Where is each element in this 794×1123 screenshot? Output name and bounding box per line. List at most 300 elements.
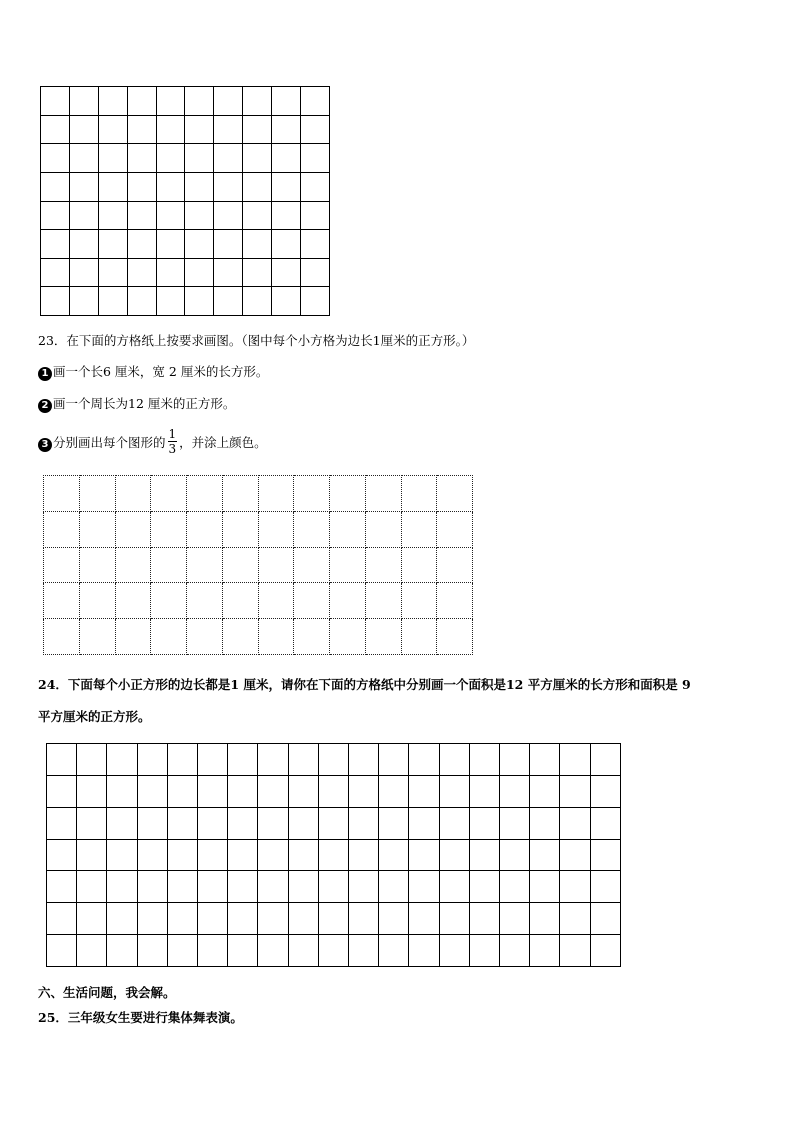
grid-cell bbox=[228, 871, 258, 903]
grid-cell bbox=[500, 871, 530, 903]
grid-cell bbox=[590, 839, 620, 871]
grid-cell bbox=[222, 476, 258, 512]
grid-cell bbox=[214, 201, 243, 230]
grid-cell bbox=[107, 871, 137, 903]
grid-cell bbox=[151, 511, 187, 547]
grid-cell bbox=[590, 935, 620, 967]
circled-number-2-icon: 2 bbox=[38, 399, 52, 413]
grid-cell bbox=[258, 583, 294, 619]
grid-cell bbox=[365, 511, 401, 547]
grid-cell bbox=[437, 583, 473, 619]
grid-cell bbox=[401, 476, 437, 512]
fraction-denominator: 3 bbox=[168, 442, 177, 456]
grid-cell bbox=[198, 935, 228, 967]
grid-cell bbox=[185, 258, 214, 287]
grid-cell bbox=[301, 258, 330, 287]
grid-row bbox=[41, 172, 330, 201]
grid-cell bbox=[365, 547, 401, 583]
grid-cell bbox=[439, 871, 469, 903]
grid-row bbox=[44, 583, 473, 619]
grid-cell bbox=[379, 775, 409, 807]
q24-line-1 bbox=[38, 677, 691, 693]
grid-cell bbox=[41, 115, 70, 144]
grid-cell bbox=[401, 511, 437, 547]
grid-cell bbox=[47, 871, 77, 903]
grid-cell bbox=[127, 115, 156, 144]
grid-cell bbox=[500, 903, 530, 935]
grid-cell bbox=[530, 871, 560, 903]
grid-cell bbox=[185, 172, 214, 201]
grid-cell bbox=[187, 547, 223, 583]
grid-cell bbox=[243, 230, 272, 259]
grid-cell bbox=[167, 775, 197, 807]
grid-cell bbox=[41, 144, 70, 173]
grid-cell bbox=[439, 744, 469, 776]
grid-cell bbox=[301, 115, 330, 144]
grid-cell bbox=[222, 547, 258, 583]
grid-cell bbox=[560, 935, 590, 967]
grid-cell bbox=[318, 871, 348, 903]
grid-cell bbox=[500, 807, 530, 839]
grid-cell bbox=[187, 619, 223, 655]
grid-cell bbox=[107, 744, 137, 776]
grid-cell bbox=[79, 476, 115, 512]
grid-cell bbox=[107, 807, 137, 839]
grid-cell bbox=[214, 258, 243, 287]
grid-cell bbox=[98, 258, 127, 287]
grid-cell bbox=[77, 935, 107, 967]
q23-item-2-text: 画一个周长为12 厘米的正方形。 bbox=[53, 396, 236, 411]
grid-cell bbox=[379, 839, 409, 871]
fraction-numerator: 1 bbox=[168, 427, 177, 441]
grid-cell bbox=[301, 201, 330, 230]
grid-cell bbox=[365, 476, 401, 512]
grid-cell bbox=[272, 87, 301, 116]
grid-cell bbox=[530, 807, 560, 839]
grid-cell bbox=[258, 619, 294, 655]
grid-cell bbox=[560, 807, 590, 839]
grid-cell bbox=[156, 230, 185, 259]
grid-cell bbox=[228, 807, 258, 839]
grid-cell bbox=[409, 935, 439, 967]
grid-row bbox=[47, 775, 621, 807]
grid-cell bbox=[318, 744, 348, 776]
grid-cell bbox=[47, 935, 77, 967]
grid-cell bbox=[590, 744, 620, 776]
grid-cell bbox=[77, 839, 107, 871]
grid-cell bbox=[301, 230, 330, 259]
grid-cell bbox=[198, 775, 228, 807]
grid-cell bbox=[365, 619, 401, 655]
grid-cell bbox=[77, 903, 107, 935]
grid-cell bbox=[530, 839, 560, 871]
grid-cell bbox=[127, 201, 156, 230]
grid-cell bbox=[137, 903, 167, 935]
grid-cell bbox=[115, 619, 151, 655]
q23-title-text: 23．在下面的方格纸上按要求画图。（图中每个小方格为边长1厘米的正方形。） bbox=[38, 333, 475, 348]
grid-cell bbox=[258, 547, 294, 583]
grid-row bbox=[41, 115, 330, 144]
grid-cell bbox=[167, 744, 197, 776]
grid-cell bbox=[41, 230, 70, 259]
grid-cell bbox=[401, 583, 437, 619]
grid-cell bbox=[167, 807, 197, 839]
grid-row bbox=[44, 619, 473, 655]
grid-cell bbox=[167, 935, 197, 967]
q23-item-2 bbox=[38, 396, 235, 413]
grid-cell bbox=[590, 775, 620, 807]
grid-row bbox=[41, 144, 330, 173]
grid-cell bbox=[214, 172, 243, 201]
grid-cell bbox=[228, 775, 258, 807]
grid-row bbox=[47, 839, 621, 871]
grid-cell bbox=[214, 230, 243, 259]
grid-cell bbox=[167, 871, 197, 903]
grid-cell bbox=[185, 230, 214, 259]
grid-cell bbox=[243, 172, 272, 201]
grid-cell bbox=[44, 619, 80, 655]
grid-row bbox=[41, 87, 330, 116]
grid-cell bbox=[258, 839, 288, 871]
grid-cell bbox=[409, 807, 439, 839]
grid-cell bbox=[107, 839, 137, 871]
grid-cell bbox=[330, 547, 366, 583]
grid-cell bbox=[156, 144, 185, 173]
grid-cell bbox=[272, 144, 301, 173]
grid-cell bbox=[318, 839, 348, 871]
grid-cell bbox=[222, 583, 258, 619]
grid-cell bbox=[156, 87, 185, 116]
grid-cell bbox=[107, 903, 137, 935]
grid-cell bbox=[530, 775, 560, 807]
grid-cell bbox=[69, 87, 98, 116]
grid-cell bbox=[98, 230, 127, 259]
grid-cell bbox=[156, 258, 185, 287]
grid-cell bbox=[349, 775, 379, 807]
grid-row bbox=[44, 511, 473, 547]
grid-cell bbox=[409, 775, 439, 807]
grid-cell bbox=[349, 744, 379, 776]
grid-cell bbox=[439, 839, 469, 871]
q24-line-2 bbox=[38, 709, 151, 725]
grid-cell bbox=[590, 903, 620, 935]
q23-item-1-text: 画一个长6 厘米，宽 2 厘米的长方形。 bbox=[53, 364, 269, 379]
grid-cell bbox=[258, 807, 288, 839]
grid-cell bbox=[77, 744, 107, 776]
grid-cell bbox=[41, 172, 70, 201]
grid-paper-dotted bbox=[43, 475, 473, 655]
grid-cell bbox=[530, 744, 560, 776]
grid-cell bbox=[228, 839, 258, 871]
grid-cell bbox=[107, 935, 137, 967]
grid-cell bbox=[258, 903, 288, 935]
grid-cell bbox=[69, 144, 98, 173]
grid-cell bbox=[330, 476, 366, 512]
grid-cell bbox=[243, 258, 272, 287]
grid-cell bbox=[243, 201, 272, 230]
grid-cell bbox=[79, 619, 115, 655]
grid-cell bbox=[318, 903, 348, 935]
grid-cell bbox=[115, 511, 151, 547]
grid-cell bbox=[98, 287, 127, 316]
grid-row bbox=[47, 903, 621, 935]
grid-cell bbox=[47, 903, 77, 935]
grid-cell bbox=[243, 87, 272, 116]
grid-row bbox=[47, 744, 621, 776]
grid-cell bbox=[69, 172, 98, 201]
section6-title bbox=[38, 985, 176, 1001]
circled-number-3-icon: 3 bbox=[38, 438, 52, 452]
grid-cell bbox=[198, 839, 228, 871]
grid-cell bbox=[272, 230, 301, 259]
grid-cell bbox=[318, 935, 348, 967]
grid-cell bbox=[98, 144, 127, 173]
grid-cell bbox=[137, 871, 167, 903]
grid-cell bbox=[167, 839, 197, 871]
grid-cell bbox=[198, 903, 228, 935]
grid-cell bbox=[127, 287, 156, 316]
grid-cell bbox=[349, 903, 379, 935]
grid-cell bbox=[258, 775, 288, 807]
grid-cell bbox=[198, 871, 228, 903]
grid-cell bbox=[69, 258, 98, 287]
grid-cell bbox=[437, 547, 473, 583]
grid-cell bbox=[187, 511, 223, 547]
grid-row bbox=[41, 201, 330, 230]
grid-cell bbox=[41, 287, 70, 316]
grid-cell bbox=[69, 115, 98, 144]
grid-cell bbox=[115, 583, 151, 619]
grid-cell bbox=[98, 115, 127, 144]
q24-line-2-text: 平方厘米的正方形。 bbox=[38, 709, 151, 724]
grid-cell bbox=[151, 619, 187, 655]
grid-cell bbox=[469, 935, 499, 967]
grid-cell bbox=[127, 230, 156, 259]
grid-cell bbox=[560, 903, 590, 935]
grid-cell bbox=[185, 201, 214, 230]
grid-cell bbox=[530, 935, 560, 967]
grid-cell bbox=[47, 775, 77, 807]
grid-cell bbox=[214, 287, 243, 316]
grid-cell bbox=[301, 287, 330, 316]
grid-cell bbox=[167, 903, 197, 935]
grid-cell bbox=[437, 511, 473, 547]
grid-row bbox=[41, 258, 330, 287]
grid-cell bbox=[469, 871, 499, 903]
grid-cell bbox=[500, 839, 530, 871]
grid-cell bbox=[272, 172, 301, 201]
grid-cell bbox=[41, 258, 70, 287]
grid-cell bbox=[258, 871, 288, 903]
grid-cell bbox=[185, 287, 214, 316]
grid-cell bbox=[214, 144, 243, 173]
grid-cell bbox=[198, 744, 228, 776]
grid-cell bbox=[288, 903, 318, 935]
grid-cell bbox=[222, 511, 258, 547]
grid-row bbox=[47, 807, 621, 839]
grid-cell bbox=[47, 839, 77, 871]
grid-cell bbox=[409, 903, 439, 935]
grid-cell bbox=[560, 871, 590, 903]
grid-paper-top bbox=[40, 86, 330, 316]
q23-item-3-text-after: ，并涂上颜色。 bbox=[179, 435, 267, 450]
grid-cell bbox=[44, 583, 80, 619]
grid-cell bbox=[469, 903, 499, 935]
grid-cell bbox=[127, 87, 156, 116]
grid-cell bbox=[439, 903, 469, 935]
q23-item-3 bbox=[38, 428, 267, 458]
grid-cell bbox=[137, 775, 167, 807]
grid-cell bbox=[44, 476, 80, 512]
grid-cell bbox=[590, 807, 620, 839]
grid-cell bbox=[258, 476, 294, 512]
grid-cell bbox=[349, 839, 379, 871]
grid-cell bbox=[469, 744, 499, 776]
grid-cell bbox=[365, 583, 401, 619]
grid-cell bbox=[409, 839, 439, 871]
grid-row bbox=[47, 935, 621, 967]
q23-item-1 bbox=[38, 364, 268, 381]
grid-cell bbox=[115, 476, 151, 512]
grid-cell bbox=[69, 201, 98, 230]
grid-row bbox=[47, 871, 621, 903]
grid-cell bbox=[228, 903, 258, 935]
grid-cell bbox=[185, 87, 214, 116]
grid-paper-bottom bbox=[46, 743, 621, 967]
grid-cell bbox=[69, 287, 98, 316]
grid-cell bbox=[500, 775, 530, 807]
grid-cell bbox=[228, 935, 258, 967]
grid-cell bbox=[44, 511, 80, 547]
grid-cell bbox=[151, 583, 187, 619]
grid-cell bbox=[301, 172, 330, 201]
grid-cell bbox=[272, 287, 301, 316]
grid-cell bbox=[137, 807, 167, 839]
grid-cell bbox=[439, 775, 469, 807]
grid-cell bbox=[185, 144, 214, 173]
grid-cell bbox=[185, 115, 214, 144]
grid-cell bbox=[330, 583, 366, 619]
grid-cell bbox=[500, 935, 530, 967]
grid-cell bbox=[47, 807, 77, 839]
grid-cell bbox=[318, 775, 348, 807]
grid-cell bbox=[379, 935, 409, 967]
grid-cell bbox=[137, 839, 167, 871]
grid-cell bbox=[156, 115, 185, 144]
grid-cell bbox=[288, 871, 318, 903]
grid-cell bbox=[379, 903, 409, 935]
grid-cell bbox=[294, 547, 330, 583]
grid-cell bbox=[41, 87, 70, 116]
grid-cell bbox=[294, 476, 330, 512]
grid-cell bbox=[228, 744, 258, 776]
grid-row bbox=[44, 547, 473, 583]
grid-cell bbox=[156, 172, 185, 201]
grid-cell bbox=[151, 547, 187, 583]
grid-cell bbox=[301, 87, 330, 116]
grid-cell bbox=[301, 144, 330, 173]
grid-cell bbox=[107, 775, 137, 807]
grid-cell bbox=[409, 744, 439, 776]
grid-cell bbox=[330, 619, 366, 655]
q23-item-3-text-before: 分别画出每个图形的 bbox=[53, 435, 166, 450]
grid-row bbox=[41, 230, 330, 259]
section6-title-text: 六、生活问题，我会解。 bbox=[38, 985, 176, 1000]
grid-cell bbox=[401, 547, 437, 583]
grid-cell bbox=[187, 476, 223, 512]
grid-cell bbox=[258, 744, 288, 776]
grid-cell bbox=[590, 871, 620, 903]
grid-cell bbox=[469, 839, 499, 871]
grid-cell bbox=[469, 807, 499, 839]
grid-cell bbox=[469, 775, 499, 807]
grid-cell bbox=[77, 871, 107, 903]
grid-cell bbox=[349, 935, 379, 967]
grid-cell bbox=[44, 547, 80, 583]
grid-cell bbox=[294, 619, 330, 655]
grid-cell bbox=[98, 172, 127, 201]
grid-row bbox=[44, 476, 473, 512]
grid-cell bbox=[258, 511, 294, 547]
grid-cell bbox=[349, 807, 379, 839]
grid-cell bbox=[77, 807, 107, 839]
grid-cell bbox=[288, 839, 318, 871]
grid-cell bbox=[127, 172, 156, 201]
fraction-one-third bbox=[168, 427, 178, 456]
q24-line-1-text: 24．下面每个小正方形的边长都是1 厘米，请你在下面的方格纸中分别画一个面积是12 平方厘米的长方形和面积是 9 bbox=[38, 677, 691, 692]
grid-cell bbox=[439, 807, 469, 839]
grid-cell bbox=[98, 201, 127, 230]
grid-cell bbox=[560, 744, 590, 776]
grid-cell bbox=[409, 871, 439, 903]
grid-cell bbox=[151, 476, 187, 512]
grid-cell bbox=[272, 201, 301, 230]
grid-cell bbox=[258, 935, 288, 967]
grid-cell bbox=[560, 839, 590, 871]
grid-cell bbox=[156, 287, 185, 316]
grid-cell bbox=[288, 744, 318, 776]
grid-cell bbox=[243, 144, 272, 173]
grid-cell bbox=[379, 744, 409, 776]
grid-row bbox=[41, 287, 330, 316]
grid-cell bbox=[437, 476, 473, 512]
grid-cell bbox=[198, 807, 228, 839]
grid-cell bbox=[288, 775, 318, 807]
grid-cell bbox=[272, 258, 301, 287]
q23-title bbox=[38, 333, 474, 349]
grid-cell bbox=[98, 87, 127, 116]
grid-cell bbox=[560, 775, 590, 807]
grid-cell bbox=[187, 583, 223, 619]
grid-cell bbox=[79, 583, 115, 619]
grid-cell bbox=[272, 115, 301, 144]
grid-cell bbox=[318, 807, 348, 839]
grid-cell bbox=[294, 511, 330, 547]
grid-cell bbox=[222, 619, 258, 655]
grid-cell bbox=[439, 935, 469, 967]
grid-cell bbox=[294, 583, 330, 619]
grid-cell bbox=[401, 619, 437, 655]
grid-cell bbox=[379, 871, 409, 903]
grid-cell bbox=[47, 744, 77, 776]
grid-cell bbox=[379, 807, 409, 839]
grid-cell bbox=[349, 871, 379, 903]
grid-cell bbox=[137, 935, 167, 967]
grid-cell bbox=[79, 547, 115, 583]
grid-cell bbox=[500, 744, 530, 776]
circled-number-1-icon: 1 bbox=[38, 367, 52, 381]
grid-cell bbox=[127, 144, 156, 173]
